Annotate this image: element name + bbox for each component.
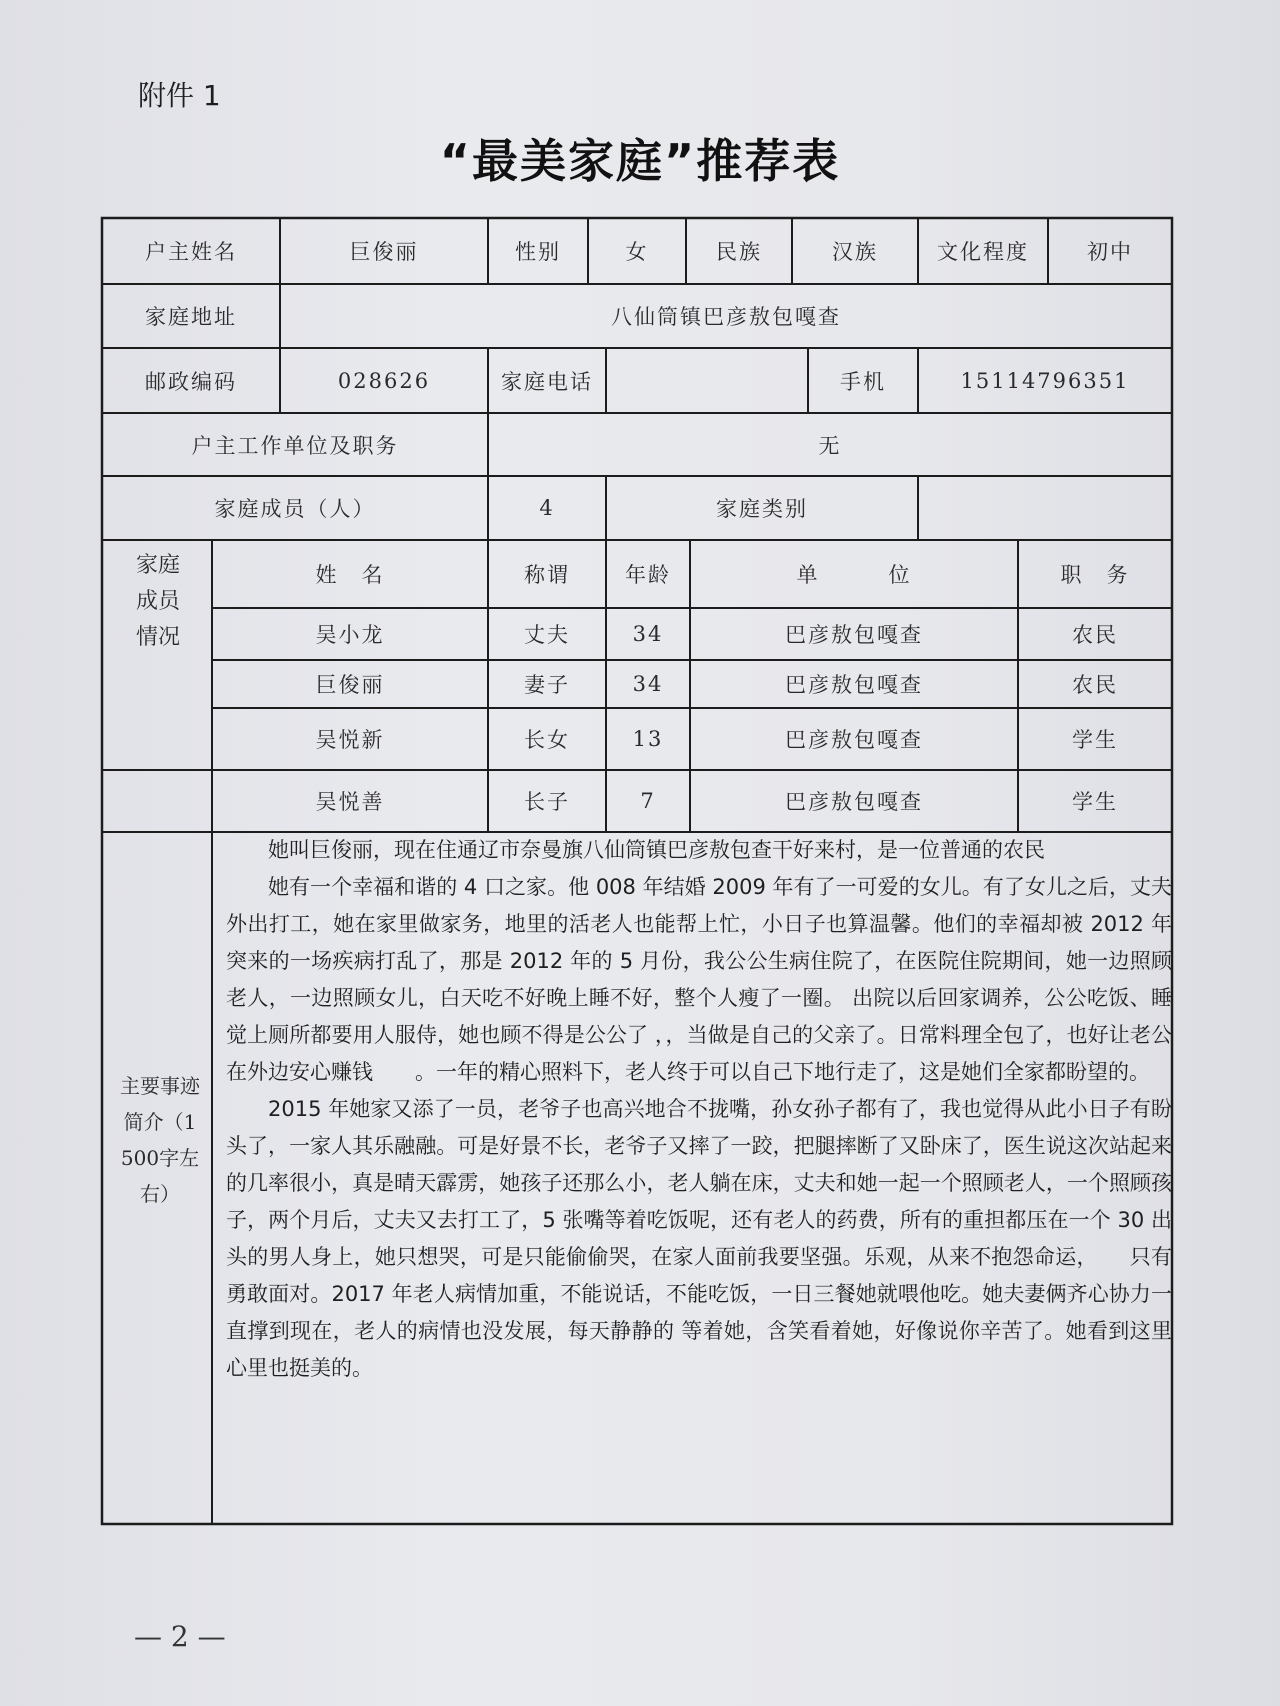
gender-label: 性别 <box>515 240 561 264</box>
member-unit: 巴彦敖包嘎查 <box>785 623 923 647</box>
member-job: 学生 <box>1072 728 1118 752</box>
member-job: 学生 <box>1072 790 1118 814</box>
member-relation: 长女 <box>524 728 570 752</box>
member-unit: 巴彦敖包嘎查 <box>785 790 923 814</box>
education-value: 初中 <box>1087 240 1133 264</box>
summary-label: 主要事迹简介（1500字左右） <box>120 1074 200 1206</box>
home-phone-value <box>606 348 808 413</box>
member-unit: 巴彦敖包嘎查 <box>785 673 923 697</box>
member-age: 13 <box>632 727 664 751</box>
workplace-value: 无 <box>818 433 842 458</box>
member-age: 34 <box>632 622 664 646</box>
family-type-value <box>918 476 1172 540</box>
ethnicity-label: 民族 <box>716 240 762 264</box>
head-name-value: 巨俊丽 <box>349 240 419 264</box>
members-count-label: 家庭成员（人） <box>214 497 376 521</box>
mobile-value: 15114796351 <box>960 368 1130 393</box>
attachment-label: 附件 1 <box>138 79 221 112</box>
member-age: 7 <box>640 789 656 813</box>
member-name: 吴悦新 <box>315 728 385 752</box>
members-header-job: 职 务 <box>1060 563 1130 587</box>
story-paragraph: 2015 年她家又添了一员，老爷子也高兴地合不拢嘴，孙女孙子都有了，我也觉得从此小日子有盼头了，一家人其乐融融。可是好景不长，老爷子又摔了一跤，把腿摔断了又卧床了，医生说这次站起来的几率很小，真是晴天霹雳，她孩子还那么小，老人躺在床，丈夫和她一起一个照顾老人，一个照顾孩子，两个月后，丈夫又去打工了，5 张嘴等着吃饭呢，还有老人的药费，所有的重担都压在一个 30 出头的男人身上，她只想哭，可是只能偷偷哭，在家人面前我要坚强。乐观，从来不抱怨命运， 只有勇敢面对。2017 年老人病情加重，不能说话，不能吃饭，一日三餐她就喂他吃。她夫妻俩齐心协力一直撑到现在，老人的病情也没发展，每天静静的 等着她，含笑看着她，好像说你辛苦了。她看到这里心里也挺美的。 <box>226 1097 1172 1380</box>
members-section-label: 家庭成员情况 <box>135 553 180 650</box>
address-label: 家庭地址 <box>145 305 237 329</box>
member-job: 农民 <box>1072 673 1118 697</box>
address-value: 八仙筒镇巴彦敖包嘎查 <box>611 305 841 329</box>
members-count-value: 4 <box>539 496 555 520</box>
member-age: 34 <box>632 672 664 696</box>
home-phone-label: 家庭电话 <box>501 369 593 394</box>
member-relation: 长子 <box>524 790 570 814</box>
member-name: 吴悦善 <box>315 790 385 814</box>
story-paragraph: 她有一个幸福和谐的 4 口之家。他 008 年结婚 2009 年有了一可爱的女儿。有了女儿之后，丈夫外出打工，她在家里做家务，地里的活老人也能帮上忙，小日子也算温馨。他们的幸福却被 2012 年突来的一场疾病打乱了，那是 2012 年的 5 月份，我公公生病住院了，在医院住院期间，她一边照顾老人，一边照顾女儿，白天吃不好晚上睡不好，整个人瘦了一圈。 出院以后回家调养，公公吃饭、睡觉上厕所都要用人服侍，她也顾不得是公公了 ，，当做是自己的父亲了。日常料理全包了，也好让老公在外边安心赚钱 。一年的精心照料下，老人终于可以自己下地行走了，这是她们全家都盼望的。 <box>226 875 1172 1084</box>
ethnicity-value: 汉族 <box>832 240 878 264</box>
postcode-label: 邮政编码 <box>145 369 237 394</box>
member-relation: 丈夫 <box>524 623 570 647</box>
member-relation: 妻子 <box>524 673 570 697</box>
story-paragraph: 她叫巨俊丽，现在住通辽市奈曼旗八仙筒镇巴彦敖包查干好来村，是一位普通的农民 <box>268 838 1045 862</box>
members-header-age: 年龄 <box>625 563 671 587</box>
head-name-label: 户主姓名 <box>145 240 237 264</box>
member-job: 农民 <box>1072 623 1118 647</box>
family-type-label: 家庭类别 <box>716 497 808 521</box>
members-header-name: 姓 名 <box>315 563 385 587</box>
members-header-unit: 单 位 <box>796 563 912 587</box>
education-label: 文化程度 <box>937 240 1029 264</box>
members-header-relation: 称谓 <box>524 563 570 587</box>
page-number: — 2 — <box>134 1620 226 1653</box>
workplace-label: 户主工作单位及职务 <box>191 433 399 458</box>
member-unit: 巴彦敖包嘎查 <box>785 728 923 752</box>
mobile-label: 手机 <box>840 369 886 394</box>
gender-value: 女 <box>625 240 649 264</box>
page-title: “最美家庭”推荐表 <box>439 134 841 188</box>
story-text <box>226 832 1172 1387</box>
postcode-value: 028626 <box>337 368 431 393</box>
member-name: 吴小龙 <box>315 623 385 647</box>
member-name: 巨俊丽 <box>315 673 385 697</box>
